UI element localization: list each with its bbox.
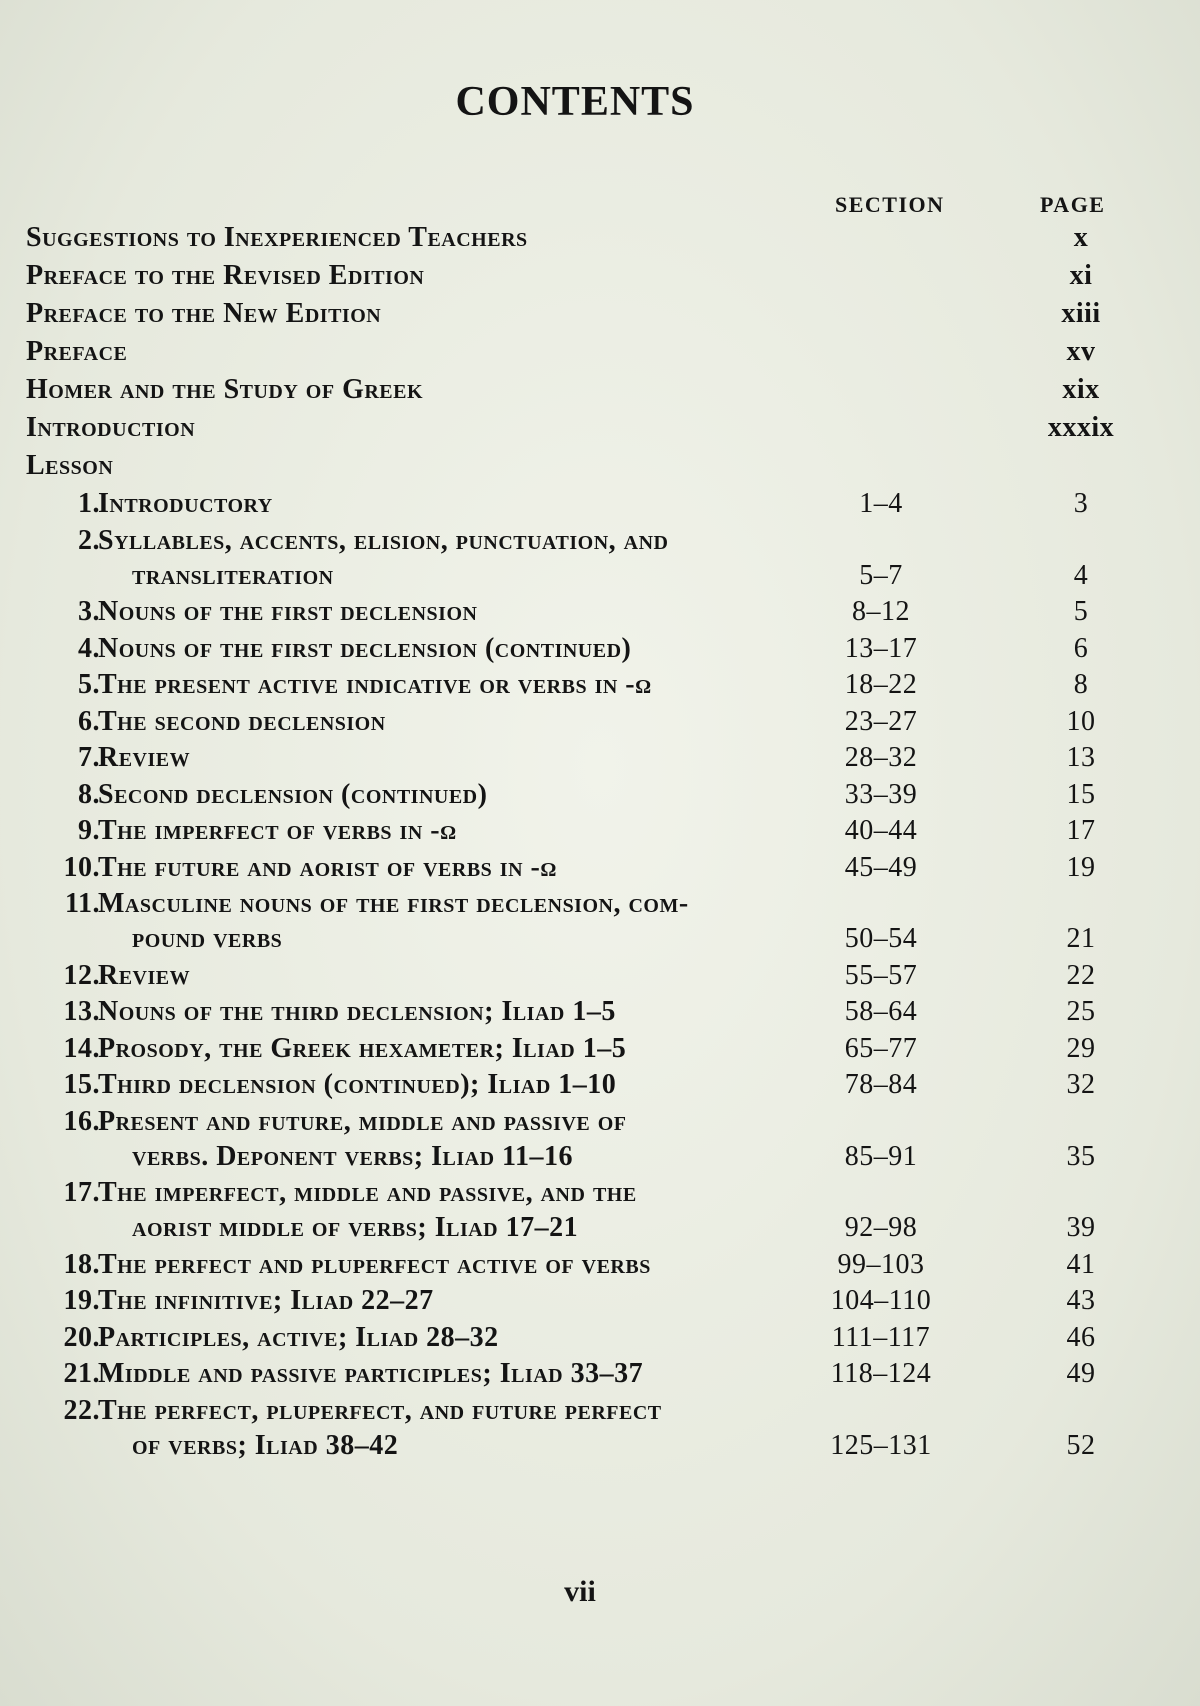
lesson-entry-continuation — [26, 560, 1126, 598]
lesson-page: 4 — [1073, 559, 1089, 591]
lesson-entry — [26, 996, 1126, 1034]
lesson-title: of verbs; Iliad 38–42 — [132, 1429, 399, 1461]
lesson-entry — [26, 1395, 1126, 1433]
entry-page: xxxix — [1047, 412, 1115, 443]
lesson-page: 39 — [1066, 1212, 1096, 1243]
lesson-section: 40–44 — [844, 815, 918, 846]
lesson-title: Review — [98, 959, 191, 991]
lesson-entry — [26, 669, 1126, 707]
lesson-entry — [26, 1069, 1126, 1107]
lesson-title: pound verbs — [132, 923, 283, 954]
entry-page: xiii — [1061, 298, 1101, 329]
lesson-entry-continuation — [26, 1212, 1126, 1250]
lesson-section: 23–27 — [844, 705, 918, 737]
lesson-entry — [26, 633, 1126, 671]
lesson-title: verbs. Deponent verbs; Iliad 11–16 — [132, 1140, 573, 1172]
page-title: CONTENTS — [455, 79, 695, 125]
lesson-page: 46 — [1066, 1321, 1096, 1353]
entry-page: xv — [1066, 336, 1096, 367]
lesson-number: 20. — [63, 1321, 100, 1353]
lesson-page: 8 — [1073, 669, 1089, 700]
lesson-section: 5–7 — [859, 559, 903, 591]
lesson-page: 3 — [1073, 488, 1089, 519]
lesson-number: 10. — [63, 851, 100, 883]
lesson-page: 29 — [1066, 1032, 1096, 1064]
lesson-heading-label: Lesson — [26, 450, 114, 481]
lesson-section: 13–17 — [844, 632, 918, 664]
lesson-page: 17 — [1066, 815, 1096, 846]
lesson-page: 15 — [1066, 778, 1096, 810]
lesson-entry-continuation — [26, 923, 1126, 961]
lesson-title: The future and aorist of verbs in -ω — [98, 851, 557, 883]
lesson-title: Masculine nouns of the first declension, com- — [98, 888, 689, 919]
lesson-entry — [26, 1285, 1126, 1323]
lesson-entry — [26, 815, 1126, 853]
lesson-section: 65–77 — [844, 1032, 918, 1064]
lesson-title: The perfect and pluperfect active of verbs — [98, 1248, 651, 1280]
lesson-entry — [26, 596, 1126, 634]
lesson-entry — [26, 779, 1126, 817]
lesson-page: 41 — [1066, 1248, 1096, 1280]
lesson-number: 15. — [63, 1069, 100, 1100]
lesson-page: 6 — [1073, 632, 1089, 664]
lesson-section: 78–84 — [844, 1069, 918, 1100]
lesson-page: 21 — [1066, 923, 1096, 954]
lesson-title: Introductory — [98, 488, 273, 519]
front-matter-entry — [26, 298, 1126, 336]
lesson-number: 3. — [78, 596, 100, 627]
lesson-section: 28–32 — [844, 742, 918, 773]
entry-title: Introduction — [26, 412, 196, 443]
entry-page: x — [1073, 222, 1089, 253]
lesson-number: 5. — [78, 669, 100, 700]
lesson-title: Second declension (continued) — [98, 778, 488, 810]
lesson-page: 25 — [1066, 996, 1096, 1027]
lesson-page: 22 — [1066, 959, 1096, 991]
section-column-header: SECTION — [835, 192, 945, 217]
entry-page: xi — [1069, 260, 1093, 291]
page-number: vii — [564, 1575, 596, 1608]
lesson-section: 92–98 — [844, 1212, 918, 1243]
front-matter-entry — [26, 374, 1126, 412]
entry-title: Preface to the Revised Edition — [26, 260, 425, 291]
lesson-entry — [26, 1322, 1126, 1360]
lesson-section: 18–22 — [844, 669, 918, 700]
lesson-number: 1. — [78, 488, 100, 519]
lesson-number: 7. — [78, 742, 100, 773]
lesson-title: aorist middle of verbs; Iliad 17–21 — [132, 1212, 579, 1243]
lesson-section: 111–117 — [831, 1321, 931, 1353]
lesson-section: 104–110 — [830, 1285, 932, 1316]
lesson-entry — [26, 1177, 1126, 1215]
lesson-section: 85–91 — [844, 1140, 918, 1172]
lesson-page: 19 — [1066, 851, 1096, 883]
lesson-number: 18. — [63, 1248, 100, 1280]
lesson-number: 16. — [63, 1105, 100, 1137]
lesson-entry — [26, 1358, 1126, 1396]
lesson-title: The perfect, pluperfect, and future perfect — [98, 1394, 662, 1426]
lesson-number: 22. — [63, 1394, 100, 1426]
lesson-title: Middle and passive participles; Iliad 33–37 — [98, 1358, 644, 1389]
lesson-title: Nouns of the first declension (continued) — [98, 632, 632, 664]
lesson-number: 11. — [65, 888, 100, 919]
lesson-title: The infinitive; Iliad 22–27 — [98, 1285, 434, 1316]
lesson-title: The imperfect, middle and passive, and the — [98, 1177, 637, 1208]
front-matter-entry — [26, 412, 1126, 450]
lesson-title: Third declension (continued); Iliad 1–10 — [98, 1069, 617, 1100]
lesson-title: The present active indicative or verbs in -ω — [98, 669, 652, 700]
lesson-section: 33–39 — [844, 778, 918, 810]
entry-title: Suggestions to Inexperienced Teachers — [26, 222, 528, 253]
lesson-number: 8. — [78, 778, 100, 810]
lesson-number: 12. — [63, 959, 100, 991]
lesson-number: 6. — [78, 705, 100, 737]
lesson-title: The second declension — [98, 705, 386, 737]
lesson-number: 13. — [63, 996, 100, 1027]
front-matter-entry — [26, 260, 1126, 298]
lesson-section: 58–64 — [844, 996, 918, 1027]
lesson-section: 125–131 — [830, 1429, 932, 1461]
front-matter-entry — [26, 222, 1126, 260]
lesson-title: The imperfect of verbs in -ω — [98, 815, 457, 846]
lesson-section: 118–124 — [830, 1358, 932, 1389]
lesson-entry — [26, 888, 1126, 926]
lesson-entry — [26, 852, 1126, 890]
lesson-entry — [26, 960, 1126, 998]
lesson-section: 1–4 — [859, 488, 903, 519]
lesson-entry — [26, 1106, 1126, 1144]
lesson-page: 13 — [1066, 742, 1096, 773]
lesson-heading — [26, 450, 1126, 488]
lesson-entry — [26, 1033, 1126, 1071]
lesson-number: 2. — [78, 524, 100, 556]
front-matter-entry — [26, 336, 1126, 374]
lesson-page: 43 — [1066, 1285, 1096, 1316]
lesson-section: 45–49 — [844, 851, 918, 883]
lesson-number: 4. — [78, 632, 100, 664]
lesson-section: 8–12 — [852, 596, 910, 627]
lesson-entry — [26, 525, 1126, 563]
lesson-page: 35 — [1066, 1140, 1096, 1172]
lesson-title: Prosody, the Greek hexameter; Iliad 1–5 — [98, 1032, 627, 1064]
lesson-entry — [26, 706, 1126, 744]
lesson-entry — [26, 488, 1126, 526]
lesson-number: 9. — [78, 815, 100, 846]
lesson-number: 19. — [63, 1285, 100, 1316]
lesson-title: Nouns of the third declension; Iliad 1–5 — [98, 996, 616, 1027]
lesson-page: 10 — [1066, 705, 1096, 737]
lesson-number: 21. — [63, 1358, 100, 1389]
lesson-entry-continuation — [26, 1141, 1126, 1179]
entry-title: Preface — [26, 336, 128, 367]
lesson-section: 55–57 — [844, 959, 918, 991]
entry-page: xix — [1062, 374, 1100, 405]
lesson-title: Present and future, middle and passive of — [98, 1105, 627, 1137]
lesson-number: 14. — [63, 1032, 100, 1064]
lesson-section: 50–54 — [844, 923, 918, 954]
lesson-page: 49 — [1066, 1358, 1096, 1389]
lesson-page: 5 — [1073, 596, 1089, 627]
entry-title: Homer and the Study of Greek — [26, 374, 424, 405]
page-column-header: PAGE — [1040, 192, 1106, 217]
lesson-title: Participles, active; Iliad 28–32 — [98, 1321, 499, 1353]
lesson-entry — [26, 742, 1126, 780]
lesson-page: 32 — [1066, 1069, 1096, 1100]
lesson-page: 52 — [1066, 1429, 1096, 1461]
lesson-entry — [26, 1249, 1126, 1287]
entry-title: Preface to the New Edition — [26, 298, 382, 329]
lesson-title: Syllables, accents, elision, punctuation, and — [98, 524, 669, 556]
lesson-number: 17. — [63, 1177, 100, 1208]
lesson-title: Nouns of the first declension — [98, 596, 478, 627]
lesson-title: transliteration — [132, 559, 334, 591]
lesson-entry-continuation — [26, 1430, 1126, 1468]
lesson-section: 99–103 — [837, 1248, 925, 1280]
lesson-title: Review — [98, 742, 191, 773]
